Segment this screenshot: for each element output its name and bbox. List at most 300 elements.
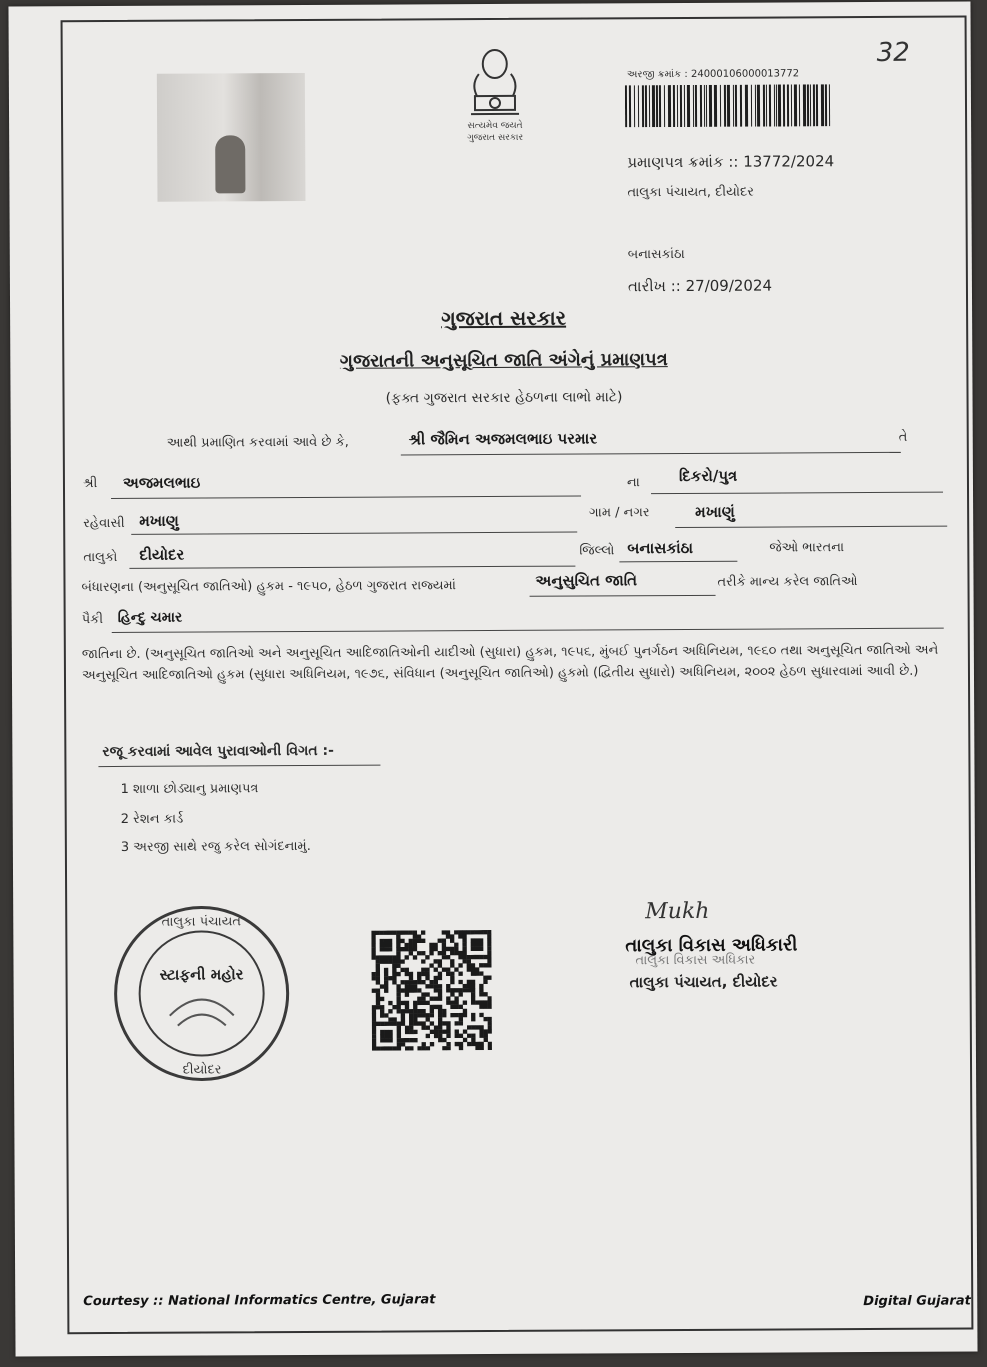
qr-module [454,967,458,971]
qr-module [488,1025,492,1029]
qr-module [392,1017,396,1021]
qr-module [405,1005,409,1009]
barcode-bar [673,85,675,127]
certificate-sheet [8,1,977,1356]
qr-module [463,959,467,963]
qr-module [484,1029,488,1033]
category-value: અનુસુચિત જાતિ [535,571,638,590]
qr-module [462,934,466,938]
barcode [625,84,833,127]
qr-module [471,988,475,992]
qr-module [479,942,483,946]
qr-module [413,1030,417,1034]
barcode-bar [774,85,775,127]
qr-module [450,947,454,951]
qr-module [487,934,491,938]
qr-module [376,972,380,976]
qr-module [396,935,400,939]
qr-module [446,934,450,938]
qr-module [426,1017,430,1021]
qr-module [483,980,487,984]
qr-module [446,988,450,992]
qr-module [442,1046,446,1050]
qr-module [397,1022,401,1026]
barcode-bar [763,85,765,127]
qr-module [388,1034,392,1038]
qr-module [426,1013,430,1017]
signatory-office: તાલુકા પંચાયત, દીયોદર [629,972,778,992]
footer-courtesy: Courtesy :: National Informatics Centre, Gujarat [83,1292,436,1310]
barcode-bar [810,84,811,126]
government-title: ગુજરાત સરકાર [441,305,567,331]
qr-module [421,980,425,984]
qr-module [422,1042,426,1046]
qr-module [438,972,442,976]
qr-module [462,947,466,951]
qr-module [483,976,487,980]
qr-module [446,930,450,934]
qr-module [471,947,475,951]
qr-module [467,959,471,963]
qr-module [388,1009,392,1013]
qr-module [479,1029,483,1033]
qr-module [438,963,442,967]
qr-module [392,1005,396,1009]
qr-module [463,1038,467,1042]
barcode-bar [695,85,697,127]
qr-module [409,976,413,980]
qr-module [466,930,470,934]
qr-module [479,955,483,959]
qr-module [434,1030,438,1034]
qr-module [425,955,429,959]
qr-module [405,968,409,972]
qr-module [405,1038,409,1042]
qr-module [450,1013,454,1017]
qr-module [425,972,429,976]
qr-module [479,971,483,975]
qr-module [488,1000,492,1004]
among-label: પૈકી [81,612,104,628]
qr-module [388,976,392,980]
qr-module [371,955,375,959]
qr-module [430,1042,434,1046]
qr-module [421,968,425,972]
qr-module [384,947,388,951]
qr-module [380,931,384,935]
qr-module [438,959,442,963]
qr-module [454,930,458,934]
barcode-bar [652,85,655,127]
qr-module [429,963,433,967]
qr-module [459,1021,463,1025]
qr-module [384,988,388,992]
qr-module [397,1046,401,1050]
qr-module [467,1025,471,1029]
qr-module [434,980,438,984]
qr-module [413,943,417,947]
qr-module [475,930,479,934]
qr-module [409,1017,413,1021]
qr-module [475,1000,479,1004]
qr-module [384,955,388,959]
qr-module [396,947,400,951]
qr-module [396,943,400,947]
qr-module [438,939,442,943]
qr-module [397,1009,401,1013]
qr-module [479,938,483,942]
qr-module [396,930,400,934]
qr-module [401,980,405,984]
qr-module [401,1009,405,1013]
national-emblem-icon [449,44,542,144]
qr-module [488,1042,492,1046]
qr-module [384,1022,388,1026]
qr-module [405,988,409,992]
qr-module [396,993,400,997]
barcode-bar [735,85,737,127]
qr-module [388,947,392,951]
qr-module [401,1013,405,1017]
qr-module [396,951,400,955]
qr-module [400,968,404,972]
qr-module [388,931,392,935]
qr-module [450,972,454,976]
qr-module [392,976,396,980]
qr-module [409,1013,413,1017]
barcode-bar [816,84,818,126]
qr-module [409,972,413,976]
qr-module [430,1021,434,1025]
qr-module [421,992,425,996]
qr-module [467,1034,471,1038]
qr-module [483,1005,487,1009]
qr-module [417,1021,421,1025]
qr-module [413,1001,417,1005]
qr-module [479,1034,483,1038]
qr-module [426,1046,430,1050]
qr-module [446,1001,450,1005]
qr-module [438,951,442,955]
qr-module [400,947,404,951]
qr-module [463,1029,467,1033]
te-label: તે [898,429,908,445]
qr-module [405,955,409,959]
qr-module [446,1042,450,1046]
qr-module [459,1042,463,1046]
qr-module [376,964,380,968]
qr-module [417,951,421,955]
barcode-bar [778,84,781,126]
qr-module [442,1013,446,1017]
qr-module [475,1046,479,1050]
qr-module [371,943,375,947]
handwritten-signature: Mukh [645,898,710,925]
qr-module [421,1009,425,1013]
qr-module [450,1001,454,1005]
issue-date: તારીખ :: 27/09/2024 [627,276,773,296]
qr-module [450,976,454,980]
barcode-bar [794,84,797,126]
qr-module [487,947,491,951]
qr-module [488,1017,492,1021]
qr-module [409,939,413,943]
barcode-bar [629,85,631,127]
na-label: ના [626,475,640,491]
qr-module [462,943,466,947]
qr-module [405,972,409,976]
qr-module [455,1013,459,1017]
qr-module [434,1005,438,1009]
qr-module [376,1022,380,1026]
qr-module [397,1038,401,1042]
qr-module [487,976,491,980]
barcode-bar [714,85,717,127]
qr-module [421,997,425,1001]
qr-module [438,1025,442,1029]
barcode-bar [693,85,694,127]
qr-module [409,984,413,988]
qr-module [388,955,392,959]
qr-module [388,943,392,947]
qr-module [371,935,375,939]
barcode-bar [757,85,760,127]
qr-module [446,972,450,976]
qr-module [409,930,413,934]
barcode-bar [680,85,682,127]
qr-module [396,964,400,968]
qr-module [380,1022,384,1026]
barcode-bar [649,85,650,127]
qr-module [471,1025,475,1029]
barcode-bar [766,85,767,127]
qr-module [458,955,462,959]
district-value: બનાસકાંઠા [627,538,694,558]
qr-module [433,943,437,947]
qr-module [392,964,396,968]
barcode-bar [634,85,635,127]
qr-module [438,1038,442,1042]
qr-module [388,1046,392,1050]
qr-module [488,1046,492,1050]
qr-module [384,939,388,943]
qr-module [434,988,438,992]
qr-module [417,980,421,984]
qr-module [384,980,388,984]
qr-module [459,1005,463,1009]
handwritten-number: 32 [876,37,910,68]
qr-module [463,1013,467,1017]
qr-module [388,1001,392,1005]
qr-module [488,1029,492,1033]
qr-module [417,939,421,943]
qr-module [397,1026,401,1030]
qr-module [442,1030,446,1034]
qr-module [434,996,438,1000]
qr-module [405,1001,409,1005]
qr-module [417,1046,421,1050]
qr-module [487,959,491,963]
qr-module [405,1026,409,1030]
qr-module [434,1034,438,1038]
qr-module [388,1038,392,1042]
qr-module [467,955,471,959]
qr-module [450,934,454,938]
qr-module [446,1034,450,1038]
qr-module [380,984,384,988]
qr-module [479,992,483,996]
qr-module [404,943,408,947]
qr-module [438,976,442,980]
shri-label: શ્રી [82,476,98,492]
qr-module [401,1038,405,1042]
qr-module [479,1013,483,1017]
qr-module [376,980,380,984]
qr-module [372,972,376,976]
qr-module [438,992,442,996]
qr-module [401,1042,405,1046]
barcode-bar [638,85,639,127]
qr-module [467,967,471,971]
qr-module [425,984,429,988]
barcode-bar [776,85,777,127]
qr-module [438,1030,442,1034]
qr-module [417,935,421,939]
qr-module [442,939,446,943]
barcode-bar [659,85,661,127]
qr-module [446,1025,450,1029]
qr-module [371,947,375,951]
qr-module [421,1021,425,1025]
barcode-bar [813,84,815,126]
barcode-bar [787,84,789,126]
qr-module [487,955,491,959]
qr-module [483,963,487,967]
qr-module [463,1009,467,1013]
district-label: જિલ્લો [579,543,615,559]
qr-module [479,963,483,967]
qr-module [421,959,425,963]
qr-module [459,992,463,996]
qr-module [397,1034,401,1038]
barcode-bar [668,85,671,127]
qr-module [446,947,450,951]
qr-module [417,988,421,992]
qr-module [372,1026,376,1030]
qr-module [487,938,491,942]
qr-module [483,992,487,996]
signatory-title: તાલુકા વિકાસ અધિકારી [625,934,798,957]
village-label: ગામ / નગર [589,505,650,521]
qr-module [430,1030,434,1034]
qr-module [450,980,454,984]
qr-module [442,947,446,951]
qr-module [471,967,475,971]
seal-bottom-text: દીયોદર [182,1062,222,1078]
qr-module [429,951,433,955]
qr-module [450,963,454,967]
qr-module [392,980,396,984]
qr-module [380,943,384,947]
qr-module [376,1001,380,1005]
qr-module [421,1001,425,1005]
qr-module [488,1004,492,1008]
qr-module [376,960,380,964]
qr-module [417,997,421,1001]
qr-module [479,988,483,992]
qr-module [417,1001,421,1005]
qr-module [454,947,458,951]
qr-module [438,988,442,992]
qr-module [455,1042,459,1046]
qr-module [372,989,376,993]
qr-module [454,943,458,947]
qr-module [371,951,375,955]
qr-module [462,930,466,934]
qr-module [421,951,425,955]
qr-module [430,1009,434,1013]
qr-module [467,963,471,967]
qr-module [438,1017,442,1021]
qr-module [380,1038,384,1042]
qr-module [380,955,384,959]
qr-module [458,934,462,938]
qr-module [429,947,433,951]
qr-module [438,1013,442,1017]
qr-module [479,930,483,934]
qr-module [471,963,475,967]
signatory-title-printed: તાલુકા વિકાસ અધિકાર [635,952,756,969]
qr-module [488,1021,492,1025]
qr-module [397,1005,401,1009]
barcode-bar [645,85,647,127]
qr-module [483,1017,487,1021]
barcode-bar [799,84,800,126]
father-name: અજમલભાઇ [122,473,201,492]
application-number: અરજી ક્રમાંક : 24000106000013772 [626,68,800,81]
qr-module [442,955,446,959]
qr-module [450,959,454,963]
qr-module [471,1042,475,1046]
barcode-bar [684,85,685,127]
qr-module [376,993,380,997]
qr-module [455,1021,459,1025]
qr-module [392,931,396,935]
qr-module [396,988,400,992]
qr-module [401,1021,405,1025]
qr-module [487,942,491,946]
qr-module [396,959,400,963]
qr-module [467,988,471,992]
qr-module [421,1026,425,1030]
qr-module [442,967,446,971]
qr-module [380,1046,384,1050]
evidence-item-3: 3 અરજી સાથે રજુ કરેલ સોગંદનામું. [120,838,311,855]
qr-module [372,1046,376,1050]
qr-module [442,1009,446,1013]
applicant-photo [157,73,306,202]
barcode-bar [755,85,756,127]
qr-module [459,1017,463,1021]
qr-module [400,939,404,943]
qr-module [454,951,458,955]
qr-module [479,1025,483,1029]
qr-module [421,1013,425,1017]
qr-module [475,1042,479,1046]
qr-module [372,1009,376,1013]
qr-module [372,1018,376,1022]
qr-module [405,980,409,984]
